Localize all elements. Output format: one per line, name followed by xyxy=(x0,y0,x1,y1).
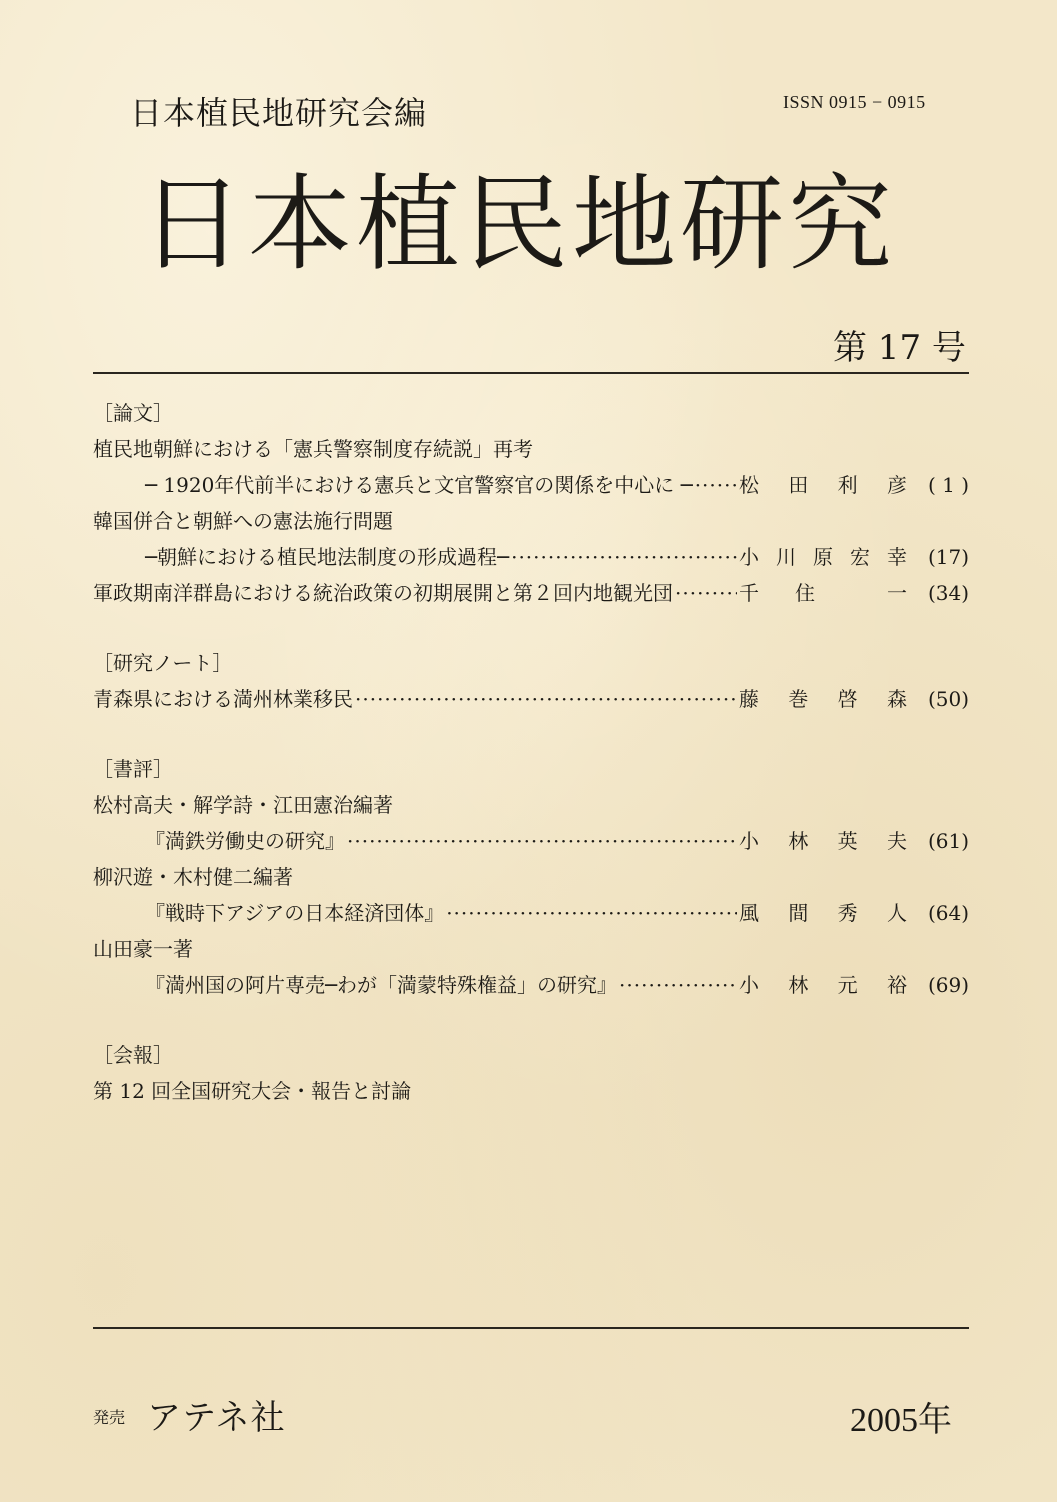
review-book-title: 『満州国の阿片専売─わが「満蒙特殊権益」の研究』 xyxy=(145,973,618,997)
journal-editor: 日本植民地研究会編 xyxy=(130,94,428,132)
article-title: 植民地朝鮮における「憲兵警察制度存続説」再考 xyxy=(93,437,533,461)
bulletin-item: 第 12 回全国研究大会・報告と討論 xyxy=(93,1079,412,1103)
reviewer: 小 林 英 夫 xyxy=(739,829,907,853)
leader-dots xyxy=(695,467,737,503)
page-number: (69) xyxy=(927,973,969,997)
article-subtitle: ─朝鮮における植民地法制度の形成過程─ xyxy=(145,545,510,569)
publisher-name: アテネ社 xyxy=(147,1398,286,1438)
article-title: 韓国併合と朝鮮への憲法施行問題 xyxy=(93,509,393,533)
distributor-label: 発売 xyxy=(93,1408,126,1427)
top-divider xyxy=(93,372,969,374)
article-author: 松 田 利 彦 xyxy=(739,473,907,497)
bottom-divider xyxy=(93,1327,969,1329)
page-number: (61) xyxy=(927,829,969,853)
toc-entry xyxy=(93,575,969,611)
publication-year: 2005年 xyxy=(850,1402,952,1439)
review-book-editors: 柳沢遊・木村健二編著 xyxy=(93,865,293,889)
review-book-title: 『満鉄労働史の研究』 xyxy=(145,829,345,853)
review-book-editors: 山田豪一著 xyxy=(93,937,193,961)
reviewer: 小 林 元 裕 xyxy=(739,973,907,997)
leader-dots xyxy=(355,681,737,717)
section-heading-articles: ［論文］ xyxy=(93,401,173,425)
leader-dots xyxy=(619,967,737,1003)
page-number: (50) xyxy=(927,687,969,711)
leader-dots xyxy=(347,823,737,859)
page-number: (64) xyxy=(927,901,969,925)
note-author: 藤 巻 啓 森 xyxy=(739,687,907,711)
section-heading-book-reviews: ［書評］ xyxy=(93,757,173,781)
review-book-title: 『戦時下アジアの日本経済団体』 xyxy=(145,901,445,925)
issn-number: ISSN 0915 − 0915 xyxy=(783,92,926,112)
toc-entry xyxy=(93,895,969,931)
reviewer: 風 間 秀 人 xyxy=(739,901,907,925)
table-of-contents xyxy=(93,395,969,1109)
leader-dots xyxy=(446,895,737,931)
article-subtitle: ─ 1920年代前半における憲兵と文官警察官の関係を中心に ─ xyxy=(145,473,693,497)
leader-dots xyxy=(511,539,737,575)
article-author: 小 川 原 宏 幸 xyxy=(739,545,907,569)
section-heading-research-notes: ［研究ノート］ xyxy=(93,651,233,675)
toc-entry xyxy=(93,467,969,503)
note-title: 青森県における満州林業移民 xyxy=(93,687,353,711)
article-title: 軍政期南洋群島における統治政策の初期展開と第２回内地観光団 xyxy=(93,581,673,605)
article-author: 千 住 一 xyxy=(739,581,907,605)
page-number: (34) xyxy=(927,581,969,605)
page-number: (17) xyxy=(927,545,969,569)
toc-entry xyxy=(93,967,969,1003)
section-heading-bulletin: ［会報］ xyxy=(93,1043,173,1067)
toc-entry xyxy=(93,539,969,575)
toc-entry xyxy=(93,823,969,859)
journal-title: 日本植民地研究 xyxy=(140,163,897,285)
page-number: ( 1 ) xyxy=(927,473,969,497)
leader-dots xyxy=(675,575,737,611)
issue-number: 第 17 号 xyxy=(833,328,966,368)
toc-entry xyxy=(93,681,969,717)
review-book-editors: 松村高夫・解学詩・江田憲治編著 xyxy=(93,793,393,817)
